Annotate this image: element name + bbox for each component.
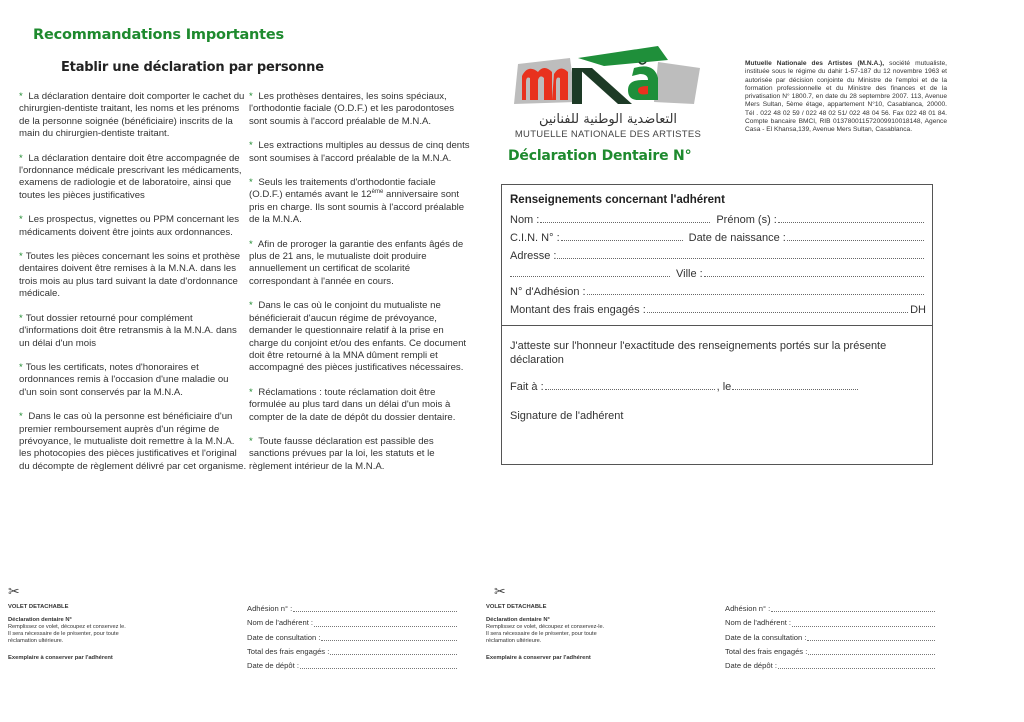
mna-logo: [508, 42, 708, 140]
logo-latin-name: MUTUELLE NATIONALE DES ARTISTES: [514, 129, 702, 140]
recommendation-item: * Les extractions multiples au dessus de cinq dents sont soumises à l'accord préalable de la M.N.A.: [249, 140, 470, 164]
cin-label: C.I.N. N° :: [510, 232, 560, 244]
recommendation-item: * Les prospectus, vignettes ou PPM concernant les médicaments doivent être joints aux ordonnances.: [19, 214, 240, 238]
stub-field-row: Date de dépôt :: [725, 661, 935, 675]
legal-notice: [745, 60, 947, 135]
logo-arabic-name: التعاضدية الوطنية للفنانين: [538, 112, 678, 127]
form-divider: [502, 325, 932, 326]
bullet-icon: *: [249, 177, 253, 189]
bullet-icon: *: [19, 411, 23, 423]
cin-field[interactable]: [561, 232, 683, 241]
stub-declaration-label: Déclaration dentaire N°: [8, 617, 72, 623]
recommendation-item: * Les prothèses dentaires, les soins spéciaux, l'orthodontie faciale (O.D.F.) et les parodontoses sont soumis à l'accord préalable de M.N.A.: [249, 91, 455, 127]
prenom-label: Prénom (s) :: [716, 214, 777, 226]
stub-field-row: Date de la consultation :: [725, 633, 935, 647]
recommendation-item: * Tous les certificats, notes d'honoraires et ordonnances remis à l'occasion d'une maladie ou d'un soin sont conservés par la M.N.A.: [19, 361, 229, 398]
recommendations-column-2: [249, 91, 471, 485]
fait-a-field[interactable]: [545, 381, 715, 390]
stub-footer: Exemplaire à conserver par l'adhérent: [8, 655, 113, 661]
bullet-icon: *: [249, 140, 253, 152]
recommendation-item: * Dans le cas où le conjoint du mutualiste ne bénéficierait d'aucun régime de prévoyance, demander le questionnaire relatif à la prise en charge du conjoint et/ou des enfants. Ce document doit être retourné à la MNA dûment rempli et accompagné des pièces justificatives nécessaires.: [249, 300, 467, 374]
mna-logo-graphic: [508, 42, 708, 112]
stub-1-info: [8, 604, 148, 662]
recommendation-item: * Toutes les pièces concernant les soins et prothèse dentaires doivent être remises à la M.N.A. dans les trois mois au plus tard suivant la date d'ordonnance médicale.: [19, 251, 241, 300]
logo-green-band: [578, 46, 668, 66]
num-adhesion-label: N° d'Adhésion :: [510, 286, 586, 298]
stub-instructions: Remplissez ce volet, découpez et conservez-le. Il sera nécessaire de le présenter, pour toute réclamation ultérieure.: [486, 624, 605, 644]
le-label: , le: [716, 381, 732, 393]
legal-text: société mutualiste, instituée sous le régime du dahir 1-57-187 du 12 novembre 1963 et autorisée par décision conjointe du Ministre de l'emploi et de la formation professionnelle et du Ministre des finances et de la privatisation N° 1800.7, en date du 28 septembre 2007. 113, Avenue Mers Sultan, 5ème étage, appartement N°10, Casablanca, 20000. Tél . 022 48 02 59 / 022 48 02 51/ 022 48 04 56. Fax 022 48 01 84. Compte bancaire BMCI, RIB 013780011572009910018148, Agence Casa - El Khansa,139, Avenue Mers Sultan, Casablanca.: [745, 60, 947, 134]
recommendation-item: * La déclaration dentaire doit être accompagnée de l'ordonnance médicale prescrivant les médicaments, examens de radiologie et de laboratoire, ainsi que toutes les pièces justificatives: [19, 152, 242, 201]
stub-total-field[interactable]: [808, 647, 935, 655]
form-row-fait-a: [510, 381, 860, 393]
nom-field[interactable]: [540, 214, 710, 223]
date-field[interactable]: [732, 381, 858, 390]
fait-a-label: Fait à :: [510, 381, 544, 393]
logo-gray-band-right: [654, 62, 700, 104]
recommendation-item: * La déclaration dentaire doit comporter le cachet du chirurgien-dentiste traitant, les noms et les prénoms de la personne soignée (bénéficiaire) inscrits de la main du chirurgien-dentiste traitant.: [19, 91, 245, 140]
bullet-icon: *: [19, 91, 23, 102]
stub-field-row: Adhésion n° :: [725, 604, 935, 618]
scissors-icon: ✂: [8, 584, 20, 600]
stub-1-fields: [247, 604, 457, 675]
montant-field[interactable]: [647, 304, 908, 313]
form-row-name: [510, 214, 926, 226]
stub-adhesion-field[interactable]: [293, 604, 457, 612]
stub-date-depot-field[interactable]: [300, 661, 457, 669]
stub-2-fields: [725, 604, 935, 675]
bullet-icon: *: [249, 91, 253, 102]
date-naissance-label: Date de naissance :: [688, 232, 786, 244]
recommendations-subtitle: Etablir une déclaration par personne: [61, 60, 324, 75]
form-row-adresse: [510, 250, 926, 262]
ville-label: Ville :: [676, 268, 703, 280]
stub-date-depot-field[interactable]: [778, 661, 935, 669]
stub-instructions: Remplissez ce volet, découpez et conservez le. Il sera nécessaire de le présenter, pour toute réclamation ultérieure.: [8, 624, 126, 644]
stub-declaration-label: Déclaration dentaire N°: [486, 617, 550, 623]
montant-label: Montant des frais engagés :: [510, 304, 646, 316]
stub-field-row: Total des frais engagés :: [247, 647, 457, 661]
stub-field-row: Date de dépôt :: [247, 661, 457, 675]
recommendations-column-1: [19, 91, 247, 485]
num-adhesion-field[interactable]: [587, 286, 924, 295]
bullet-icon: *: [249, 386, 253, 398]
scissors-icon: ✂: [494, 584, 506, 600]
bullet-icon: *: [249, 300, 253, 312]
stub-field-row: Nom de l'adhérent :: [725, 618, 935, 632]
logo-n-left: [572, 68, 582, 104]
prenom-field[interactable]: [778, 214, 924, 223]
stub-adhesion-field[interactable]: [771, 604, 935, 612]
declaration-title: Déclaration Dentaire N°: [508, 148, 692, 164]
form-row-ville: [510, 268, 926, 280]
legal-org-name: Mutuelle Nationale des Artistes (M.N.A.),: [745, 60, 885, 67]
signature-area[interactable]: [510, 427, 810, 457]
form-row-adhesion: [510, 286, 926, 298]
bullet-icon: *: [249, 435, 253, 447]
stub-field-row: Date de consultation :: [247, 633, 457, 647]
signature-label: Signature de l'adhérent: [510, 410, 624, 422]
stub-date-consultation-field[interactable]: [807, 633, 935, 641]
recommendation-item: * Réclamations : toute réclamation doit être formulée au plus tard dans un délai d'un mois à compter de la date de dépôt du dossier dentaire.: [249, 386, 456, 423]
logo-n-diagonal: [578, 68, 632, 104]
recommendation-item: * Toute fausse déclaration est passible des sanctions prévues par la loi, les statuts et le règlement intérieur de la M.N.A.: [249, 435, 435, 472]
stub-2-info: [486, 604, 626, 662]
stub-field-row: Total des frais engagés :: [725, 647, 935, 661]
stub-nom-field[interactable]: [792, 618, 935, 626]
stub-total-field[interactable]: [330, 647, 457, 655]
stub-nom-field[interactable]: [314, 618, 457, 626]
ville-field[interactable]: [704, 268, 924, 277]
bullet-icon: *: [19, 361, 23, 373]
recommendation-item: * Afin de proroger la garantie des enfants âgés de plus de 21 ans, le mutualiste doit produire annuellement un certificat de scolarité correspondant à l'année en cours.: [249, 238, 464, 287]
bullet-icon: *: [19, 152, 23, 164]
stub-date-consultation-field[interactable]: [321, 633, 457, 641]
form-row-cin: [510, 232, 926, 244]
bullet-icon: *: [19, 251, 23, 263]
form-row-montant: [510, 304, 926, 316]
bullet-icon: *: [249, 238, 253, 250]
adresse-label: Adresse :: [510, 250, 557, 262]
bullet-icon: *: [19, 312, 23, 324]
stub-field-row: Adhésion n° :: [247, 604, 457, 618]
adresse-field[interactable]: [557, 250, 924, 259]
stub-heading: VOLET DETACHABLE: [8, 604, 69, 610]
montant-unit: DH: [910, 304, 926, 316]
recommendation-item: * Dans le cas où la personne est bénéficiaire d'un premier remboursement auprès d'un régime de prévoyance, le mutualiste doit remettre à la M.N.A. les photocopies des pièces justificatives et l'original du décompte de règlement délivré par cet organisme.: [19, 411, 247, 472]
form-heading: Renseignements concernant l'adhérent: [510, 194, 725, 206]
date-naissance-field[interactable]: [787, 232, 924, 241]
nom-label: Nom :: [510, 214, 540, 226]
logo-a-green: [628, 66, 658, 100]
stub-heading: VOLET DETACHABLE: [486, 604, 547, 610]
stub-footer: Exemplaire à conserver par l'adhérent: [486, 655, 591, 661]
stub-field-row: Nom de l'adhérent :: [247, 618, 457, 632]
recommendation-item: * Seuls les traitements d'orthodontie faciale (O.D.F.) entamés avant le 12ème anniversaire sont pris en charge. Ils sont soumis à l'accord préalable de la M.N.A.: [249, 177, 465, 226]
recommendation-item: * Tout dossier retourné pour complément d'informations doit être retransmis à la M.N.A. dans un délai d'un mois: [19, 312, 237, 349]
recommendations-title: Recommandations Importantes: [33, 27, 284, 43]
attestation-text: J'atteste sur l'honneur l'exactitude des renseignements portés sur la présente déclaration: [510, 340, 887, 366]
bullet-icon: *: [19, 214, 23, 226]
adresse-line2-field[interactable]: [510, 268, 670, 277]
adherent-form: [501, 184, 933, 465]
